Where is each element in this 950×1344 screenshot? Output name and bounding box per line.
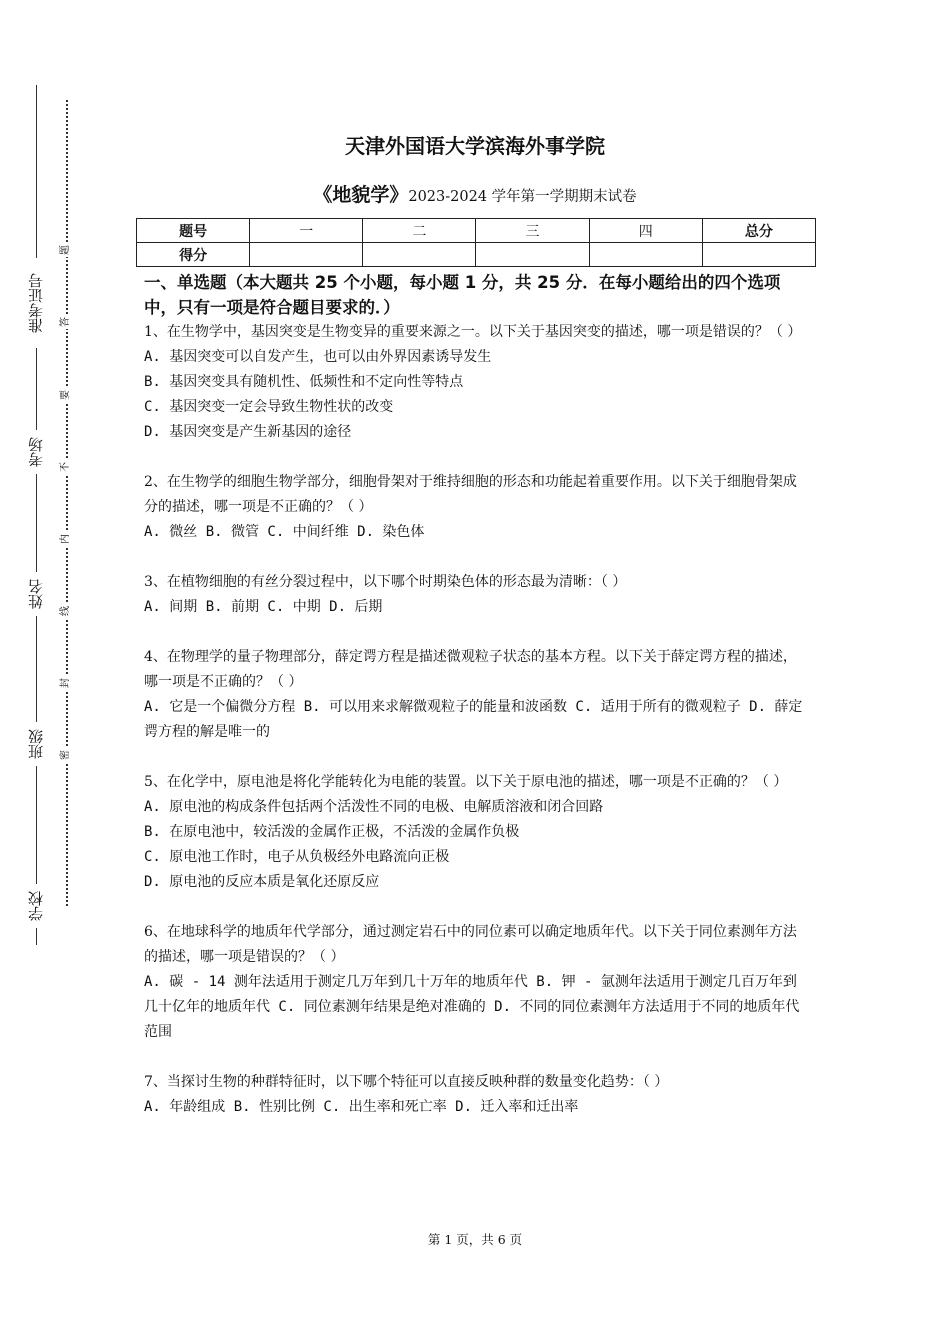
score-cell: 题号 (137, 219, 250, 243)
seal-char: 答 (60, 317, 71, 327)
exam-subtitle (0, 180, 950, 207)
question (144, 1070, 810, 1120)
seal-dotted-line (66, 100, 68, 906)
question-option: C. 基因突变一定会导致生物性状的改变 (144, 399, 394, 415)
score-table-header-row (137, 219, 816, 243)
score-input-cell (589, 243, 702, 267)
question-stem: 2、在生物学的细胞生物学部分，细胞骨架对于维持细胞的形态和功能起着重要作用。以下关于细胞骨架成分的描述，哪一项是不正确的？（ ） (144, 474, 797, 515)
question-stem: 6、在地球科学的地质年代学部分，通过测定岩石中的同位素可以确定地质年代。以下关于同位素测年方法的描述，哪一项是错误的？（ ） (144, 924, 797, 965)
question-option: A. 微丝 B. 微管 C. 中间纤维 D. 染色体 (144, 524, 425, 540)
page-footer: 第 1 页，共 6 页 (427, 1232, 523, 1247)
binding-label-exam-room: 考场 (20, 430, 52, 474)
binding-label-exam-id: 准考证号 (20, 258, 52, 348)
score-table-score-row (137, 243, 816, 267)
question-option: A. 它是一个偏微分方程 B. 可以用来求解微观粒子的能量和波函数 C. 适用于所有的微观粒子 D. 薛定谔方程的解是唯一的 (144, 699, 803, 740)
score-cell: 一 (250, 219, 363, 243)
question (144, 320, 810, 445)
score-cell: 二 (363, 219, 476, 243)
score-cell: 总分 (702, 219, 815, 243)
exam-term: 2023-2024 学年第一学期期末试卷 (408, 189, 637, 205)
seal-char: 封 (60, 678, 71, 688)
seal-char: 内 (60, 534, 71, 544)
binding-label-class: 班级 (20, 722, 52, 766)
question-stem: 5、在化学中，原电池是将化学能转化为电能的装置。以下关于原电池的描述，哪一项是不正确的？（ ） (144, 774, 788, 790)
question (144, 570, 810, 620)
seal-char: 线 (60, 606, 71, 616)
section-title: 一、单选题（本大题共 25 个小题，每小题 1 分，共 25 分．在每小题给出的四个选项中，只有一项是符合题目要求的．） (144, 273, 781, 317)
question (144, 645, 810, 745)
binding-label-name: 姓名 (20, 572, 52, 616)
score-table (136, 218, 816, 267)
question-option: B. 基因突变具有随机性、低频性和不定向性等特点 (144, 374, 464, 390)
question-stem: 4、在物理学的量子物理部分，薛定谔方程是描述微观粒子状态的基本方程。以下关于薛定谔方程的描述，哪一项是不正确的？（ ） (144, 649, 797, 690)
seal-char: 密 (60, 750, 71, 760)
question (144, 470, 810, 545)
score-input-cell (702, 243, 815, 267)
question-option: A. 间期 B. 前期 C. 中期 D. 后期 (144, 599, 383, 615)
question-option: D. 基因突变是产生新基因的途径 (144, 424, 352, 440)
score-cell: 得分 (137, 243, 250, 267)
seal-char: 题 (60, 245, 71, 255)
question-option: A. 原电池的构成条件包括两个活泼性不同的电极、电解质溶液和闭合回路 (144, 799, 604, 815)
question-stem: 1、在生物学中，基因突变是生物变异的重要来源之一。以下关于基因突变的描述，哪一项是错误的？（ ） (144, 324, 802, 340)
question-stem: 3、在植物细胞的有丝分裂过程中，以下哪个时期染色体的形态最为清晰：（ ） (144, 574, 627, 590)
score-cell: 三 (476, 219, 589, 243)
binding-label-school: 学校 (20, 884, 52, 928)
question (144, 920, 810, 1045)
question-option: A. 年龄组成 B. 性别比例 C. 出生率和死亡率 D. 迁入率和迁出率 (144, 1099, 579, 1115)
binding-line (36, 85, 37, 945)
question-option: D. 原电池的反应本质是氧化还原反应 (144, 874, 380, 890)
school-title: 天津外国语大学滨海外事学院 (345, 134, 605, 158)
course-name: 《地貌学》 (313, 184, 409, 206)
question-option: C. 原电池工作时，电子从负极经外电路流向正极 (144, 849, 450, 865)
seal-char: 要 (60, 390, 71, 400)
score-cell: 四 (589, 219, 702, 243)
question-option: B. 在原电池中，较活泼的金属作正极，不活泼的金属作负极 (144, 824, 520, 840)
seal-char: 不 (60, 462, 71, 472)
exam-content (144, 270, 810, 1120)
score-input-cell (363, 243, 476, 267)
question-option: A. 碳 - 14 测年法适用于测定几万年到几十万年的地质年代 B. 钾 - 氩测年法适用于测定几百万年到几十亿年的地质年代 C. 同位素测年结果是绝对准确的 D. 不同的同位素测年方法适用于不同的地质年代范围 (144, 974, 800, 1040)
score-input-cell (476, 243, 589, 267)
question-option: A. 基因突变可以自发产生，也可以由外界因素诱导发生 (144, 349, 492, 365)
score-input-cell (250, 243, 363, 267)
question-stem: 7、当探讨生物的种群特征时，以下哪个特征可以直接反映种群的数量变化趋势：（ ） (144, 1074, 669, 1090)
question (144, 770, 810, 895)
